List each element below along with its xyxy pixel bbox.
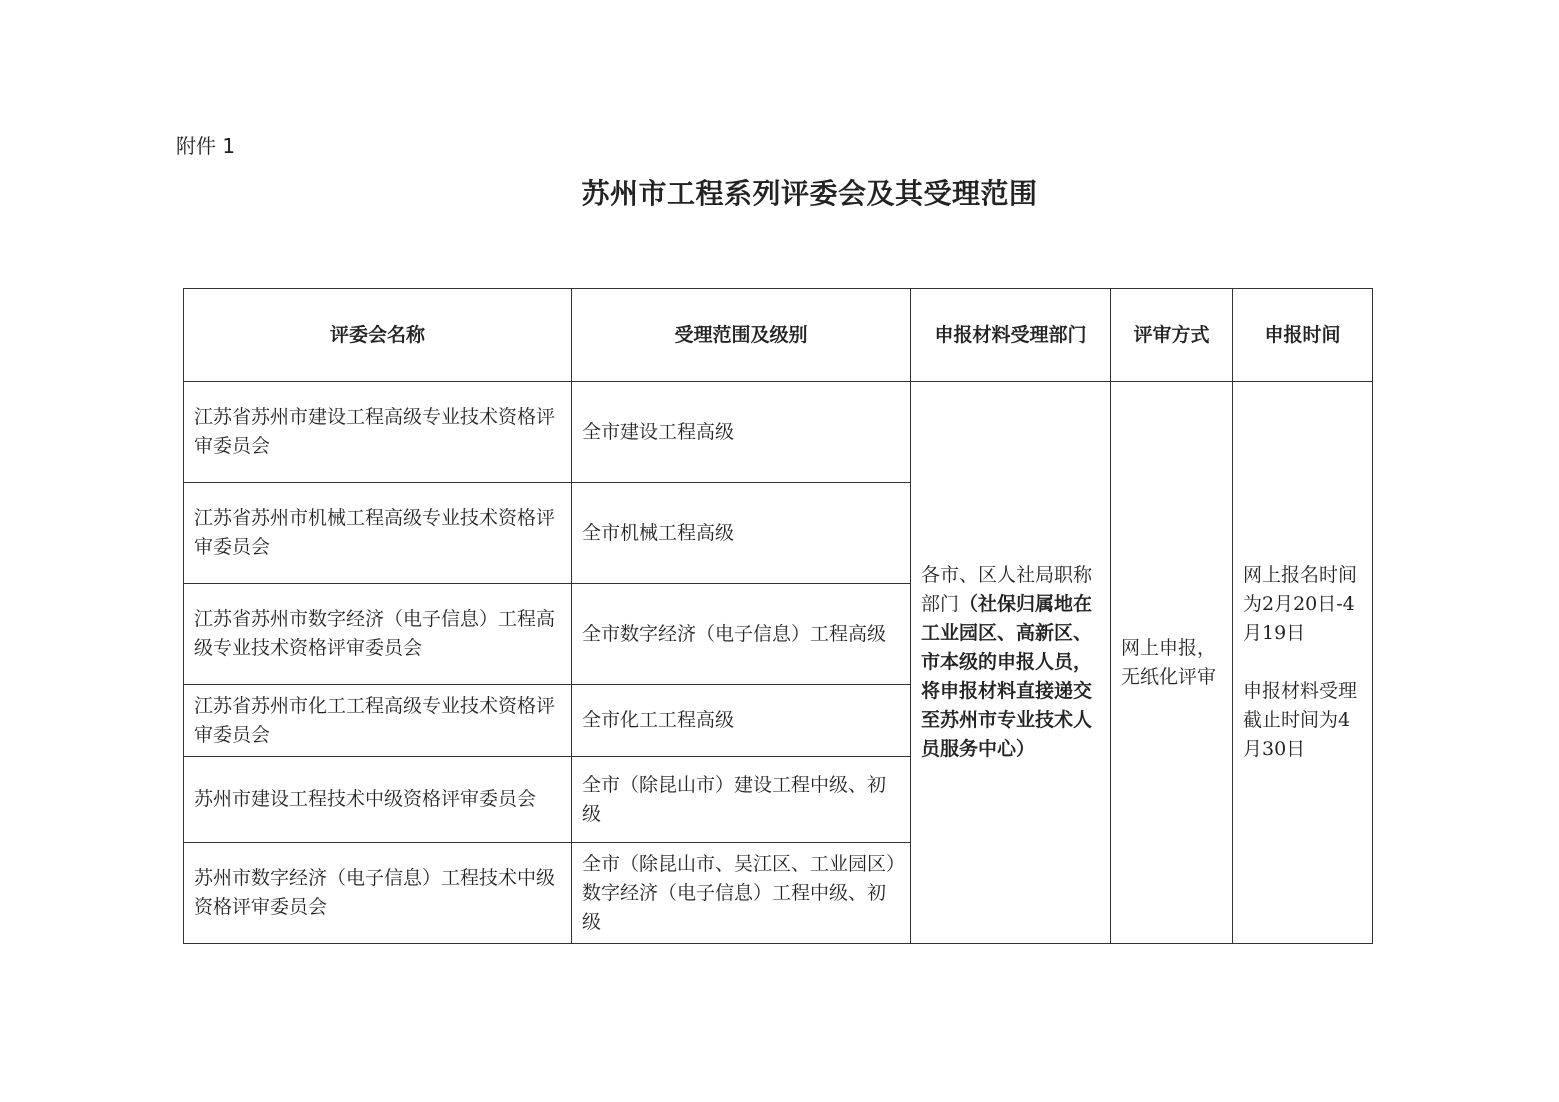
header-committee-name: 评委会名称 [184, 289, 572, 382]
attachment-label: 附件 1 [176, 134, 236, 158]
header-scope: 受理范围及级别 [572, 289, 911, 382]
deadline-text: 申报材料受理截止时间为4月30日 [1243, 680, 1358, 760]
committee-name-cell: 江苏省苏州市数字经济（电子信息）工程高级专业技术资格评审委员会 [184, 584, 572, 685]
scope-cell: 全市（除昆山市、吴江区、工业园区）数字经济（电子信息）工程中级、初级 [572, 843, 911, 944]
committee-name-cell: 江苏省苏州市化工工程高级专业技术资格评审委员会 [184, 685, 572, 757]
department-bold-text: （社保归属地在工业园区、高新区、市本级的申报人员，将申报材料直接递交至苏州市专业技术人员服务中心） [921, 593, 1093, 760]
scope-cell: 全市化工工程高级 [572, 685, 911, 757]
department-cell [911, 382, 1111, 944]
scope-cell: 全市建设工程高级 [572, 382, 911, 483]
committee-name-cell: 苏州市建设工程技术中级资格评审委员会 [184, 757, 572, 843]
table-header-row [184, 289, 1373, 382]
department-normal-text: 各市、区人社局职称部门 [921, 564, 1093, 615]
review-method-cell: 网上申报，无纸化评审 [1111, 382, 1233, 944]
header-review-method: 评审方式 [1111, 289, 1233, 382]
scope-cell: 全市机械工程高级 [572, 483, 911, 584]
online-registration-text: 网上报名时间为2月20日-4月19日 [1243, 564, 1358, 644]
committee-name-cell: 江苏省苏州市机械工程高级专业技术资格评审委员会 [184, 483, 572, 584]
header-apply-time: 申报时间 [1233, 289, 1373, 382]
scope-cell: 全市数字经济（电子信息）工程高级 [572, 584, 911, 685]
page-title: 苏州市工程系列评委会及其受理范围 [581, 177, 1038, 210]
committee-table [183, 288, 1373, 944]
apply-time-cell [1233, 382, 1373, 944]
paragraph-gap [1243, 648, 1362, 677]
committee-name-cell: 苏州市数字经济（电子信息）工程技术中级资格评审委员会 [184, 843, 572, 944]
table-row [184, 382, 1373, 483]
header-department: 申报材料受理部门 [911, 289, 1111, 382]
committee-name-cell: 江苏省苏州市建设工程高级专业技术资格评审委员会 [184, 382, 572, 483]
scope-cell: 全市（除昆山市）建设工程中级、初级 [572, 757, 911, 843]
